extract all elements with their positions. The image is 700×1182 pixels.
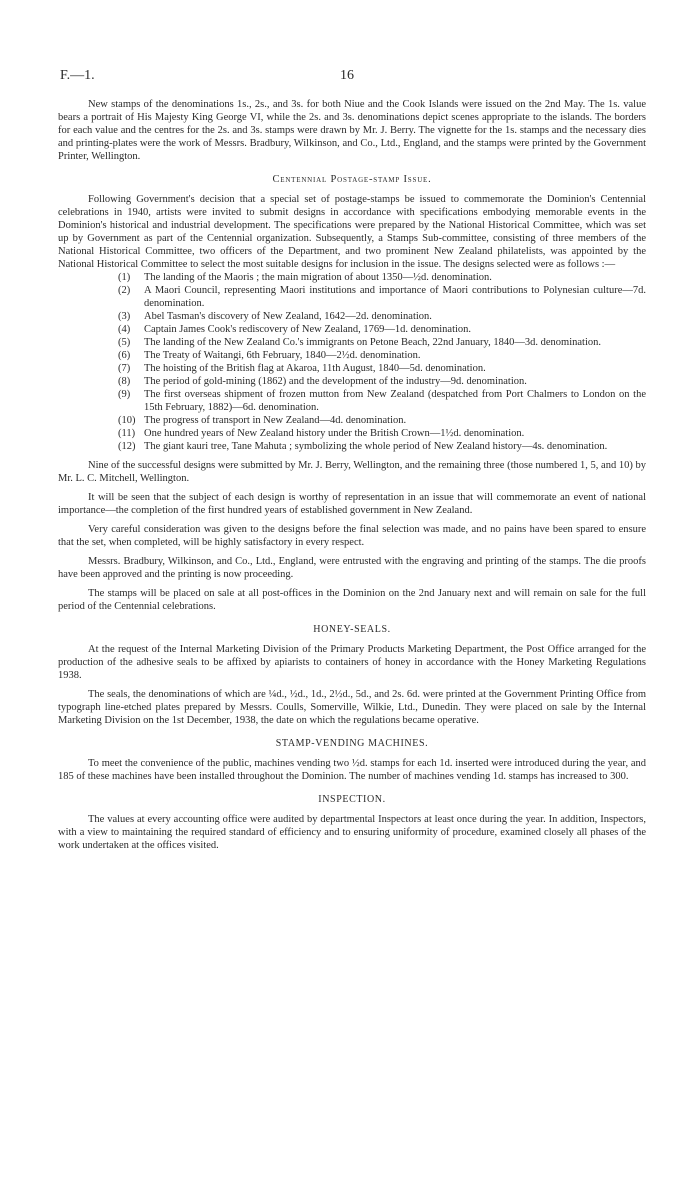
design-number: (8) (118, 376, 131, 387)
centennial-paragraph: Following Government's decision that a special set of postage-stamps be issued to commemorate the Dominion's Centennial celebrations in 1940, artists were invited to submit designs in accordance with specifications embodying memorable events in the Dominion's historical and industrial development. The specifications were prepared by the National Historical Committee, which was set up by Government as part of the Centennial organization. Subsequently, a Stamps Sub-committee, consisting of three members of the National Historical Committee, two officers of the Department, and two prominent New Zealand philatelists, was appointed by the National Historical Committee to select the most suitable designs for inclusion in the issue. The designs selected were as follows :— (58, 194, 646, 270)
design-text: A Maori Council, representing Maori institutions and importance of Maori contributions to Polynesian culture—7d. denomination. (144, 285, 646, 309)
design-number: (11) (118, 428, 136, 439)
honey-request-paragraph: At the request of the Internal Marketing Division of the Primary Products Marketing Department, the Post Office arranged for the production of the adhesive seals to be affixed by apiarists to containers of honey in accordance with the Honey Marketing Regulations 1938. (58, 644, 646, 681)
design-text: The progress of transport in New Zealand—4d. denomination. (144, 415, 407, 426)
subject-paragraph: It will be seen that the subject of each design is worthy of representation in an issue that will commemorate an event of national importance—the completion of the first hundred years of established government in New Zealand. (58, 492, 646, 516)
design-item (58, 414, 646, 427)
design-number: (6) (118, 350, 131, 361)
design-item (58, 336, 646, 349)
design-item (58, 349, 646, 362)
design-number: (1) (118, 272, 131, 283)
inspection-paragraph: The values at every accounting office were audited by departmental Inspectors at least once during the year. In addition, Inspectors, with a view to maintaining the required standard of efficiency and to ensuring uniformity of procedure, examined closely all phases of the work undertaken at the offices visited. (58, 814, 646, 851)
design-number: (5) (118, 337, 131, 348)
vending-paragraph: To meet the convenience of the public, machines vending two ½d. stamps for each 1d. inserted were introduced during the year, and 185 of these machines have been installed throughout the Dominion. The number of machines vending 1d. stamps has increased to 300. (58, 758, 646, 782)
design-number: (10) (118, 415, 136, 426)
sale-paragraph: The stamps will be placed on sale at all post-offices in the Dominion on the 2nd January next and will remain on sale for the full period of the Centennial celebrations. (58, 588, 646, 612)
intro-paragraph: New stamps of the denominations 1s., 2s., and 3s. for both Niue and the Cook Islands were issued on the 2nd May. The 1s. value bears a portrait of His Majesty King George VI, while the 2s. and 3s. denominations depict scenes appropriate to the islands. The borders for each value and the centres for the 2s. and 3s. stamps were drawn by Mr. J. Berry. The vignette for the 1s. stamps and the necessary dies and printing-plates were the work of Messrs. Bradbury, Wilkinson, and Co., Ltd., England, and the stamps were printed by the Government Printer, Wellington. (58, 99, 646, 162)
design-item (58, 310, 646, 323)
design-item (58, 323, 646, 336)
page-number: 16 (340, 68, 354, 83)
design-text: The period of gold-mining (1862) and the development of the industry—9d. denomination. (144, 376, 527, 387)
design-text: The giant kauri tree, Tane Mahuta ; symbolizing the whole period of New Zealand history—4s. denomination. (144, 441, 608, 452)
design-text: The Treaty of Waitangi, 6th February, 1840—2½d. denomination. (144, 350, 421, 361)
design-list (58, 271, 646, 453)
honey-seals-heading: HONEY-SEALS. (313, 624, 391, 635)
design-number: (12) (118, 441, 136, 452)
design-item (58, 427, 646, 440)
design-number: (9) (118, 389, 131, 400)
design-item (58, 375, 646, 388)
page-header (60, 68, 644, 88)
design-text: The hoisting of the British flag at Akaroa, 11th August, 1840—5d. denomination. (144, 363, 486, 374)
consideration-paragraph: Very careful consideration was given to the designs before the final selection was made, and no pains have been spared to ensure that the set, when completed, will be highly satisfactory in every respect. (58, 524, 646, 548)
design-text: Abel Tasman's discovery of New Zealand, 1642—2d. denomination. (144, 311, 432, 322)
designers-paragraph: Nine of the successful designs were submitted by Mr. J. Berry, Wellington, and the remaining three (those numbered 1, 5, and 10) by Mr. L. C. Mitchell, Wellington. (58, 460, 646, 484)
vending-heading: STAMP-VENDING MACHINES. (275, 738, 429, 749)
inspection-heading: INSPECTION. (318, 794, 386, 805)
design-text: The landing of the New Zealand Co.'s immigrants on Petone Beach, 22nd January, 1840—3d. denomination. (144, 337, 601, 348)
design-number: (7) (118, 363, 131, 374)
centennial-heading: Centennial Postage-stamp Issue. (272, 174, 432, 185)
design-text: Captain James Cook's rediscovery of New Zealand, 1769—1d. denomination. (144, 324, 472, 335)
engraving-paragraph: Messrs. Bradbury, Wilkinson, and Co., Ltd., England, were entrusted with the engraving and printing of the stamps. The die proofs have been approved and the printing is now proceeding. (58, 556, 646, 580)
design-item (58, 271, 646, 284)
design-number: (2) (118, 285, 131, 296)
design-number: (3) (118, 311, 131, 322)
design-item (58, 362, 646, 375)
design-item (58, 440, 646, 453)
design-number: (4) (118, 324, 131, 335)
design-item (58, 388, 646, 414)
design-text: One hundred years of New Zealand history under the British Crown—1½d. denomination. (144, 428, 525, 439)
design-item (58, 284, 646, 310)
design-text: The first overseas shipment of frozen mutton from New Zealand (despatched from Port Chalmers to London on the 15th February, 1882)—6d. denomination. (144, 389, 646, 413)
page-body (58, 98, 646, 852)
honey-seals-paragraph: The seals, the denominations of which are ¼d., ½d., 1d., 2½d., 5d., and 2s. 6d. were printed at the Government Printing Office from typograph line-etched plates prepared by Messrs. Coulls, Somerville, Wilkie, Ltd., Dunedin. They were placed on sale by the Internal Marketing Division on the 1st December, 1938, the date on which the regulations became operative. (58, 689, 646, 726)
design-text: The landing of the Maoris ; the main migration of about 1350—½d. denomination. (144, 272, 492, 283)
report-reference: F.—1. (60, 68, 95, 83)
